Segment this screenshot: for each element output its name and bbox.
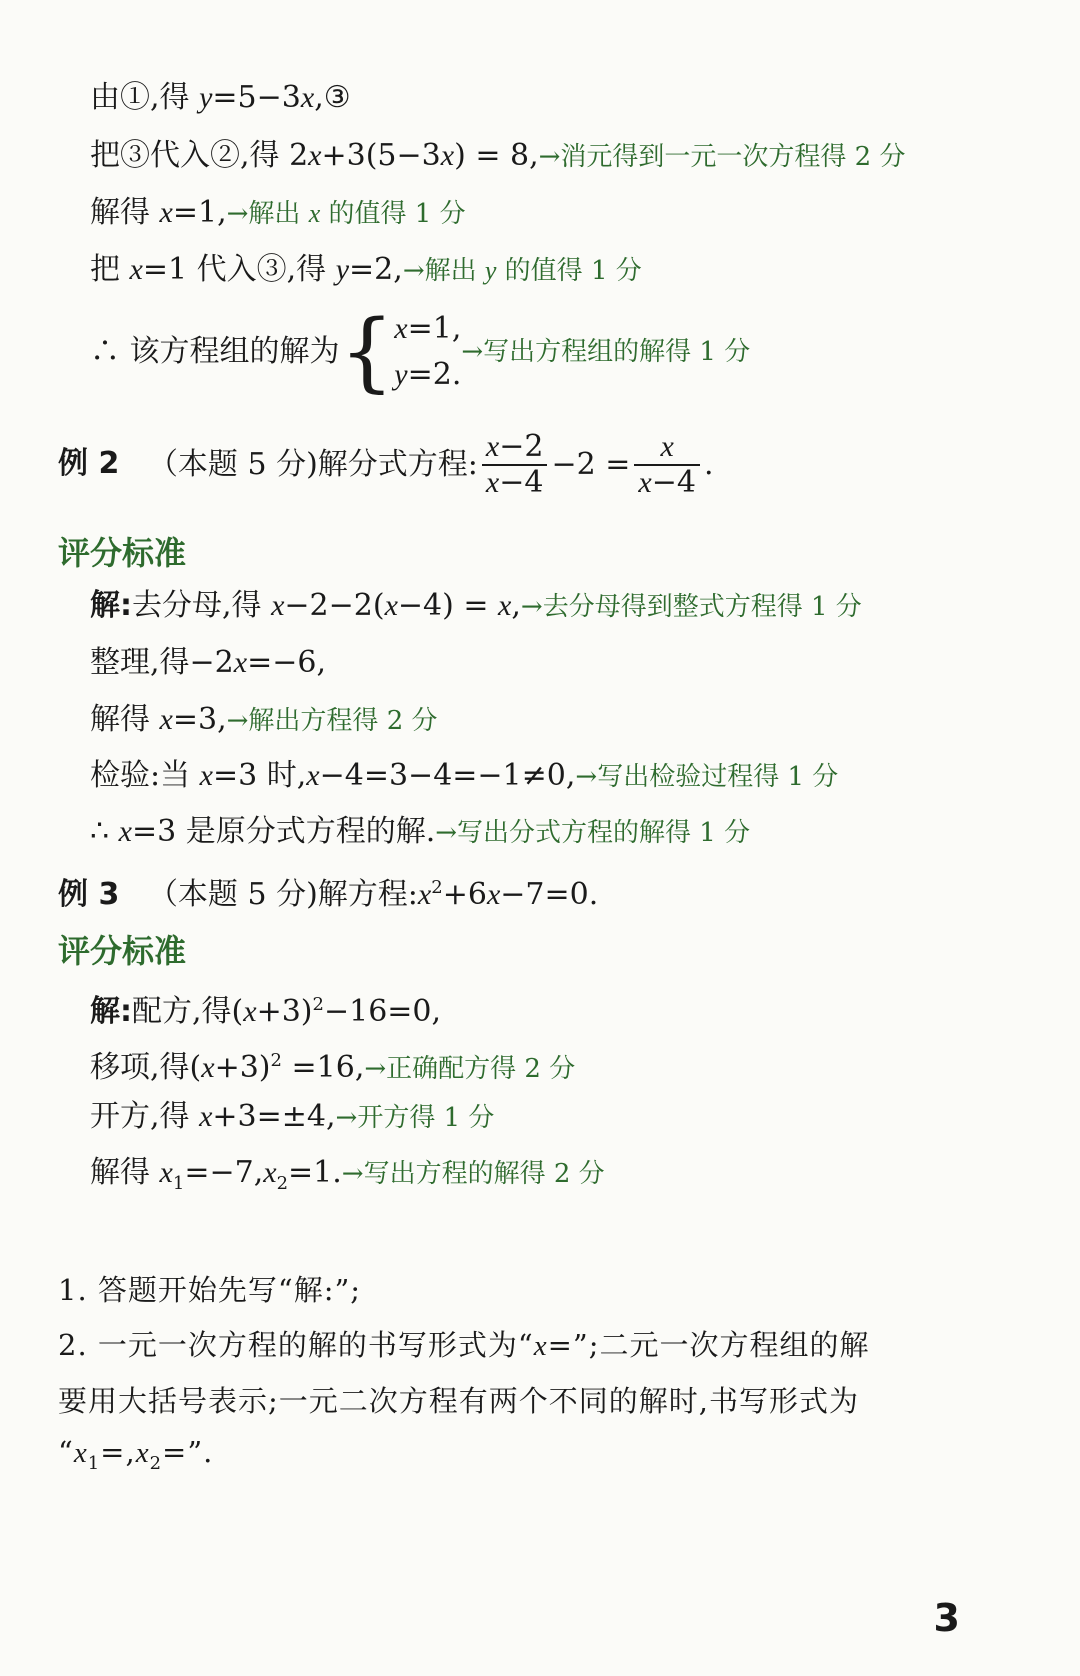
section-heading: 评分标准 <box>58 932 187 970</box>
solution-3-line-1: 解:配方,得$(x+3)^2-16=0$, <box>90 994 442 1029</box>
line-1: 由①,得 y=5−3x,③ <box>90 80 351 115</box>
score-note: →消元得到一元一次方程得 2 分 <box>538 142 906 172</box>
fraction-1: $\frac{x-2}{x-4}$ <box>482 430 548 500</box>
line-4: 把 x=1 代入③,得 y=2,→解出 y 的值得 1 分 <box>90 252 642 287</box>
score-note: →去分母得到整式方程得 1 分 <box>520 592 862 622</box>
solution-3-line-4: 解得 $x_1=-7,x_2=1.\to$写出方程的解得 2 分 <box>90 1155 605 1194</box>
example-2: 例 2 （本题 5 分)解分式方程: $\frac{x-2}{x-4}$ −2 = $\frac{x}{x-4}$ . <box>58 429 714 500</box>
score-note: →开方得 1 分 <box>335 1103 495 1133</box>
solution-3-line-2: 移项,得$(x+3)^2 =16,\to$正确配方得 2 分 <box>90 1050 576 1085</box>
score-note: →写出分式方程的解得 1 分 <box>435 818 751 848</box>
score-note: →正确配方得 2 分 <box>364 1054 576 1084</box>
solution-2-line-5: ∴ x=3 是原分式方程的解.→写出分式方程的解得 1 分 <box>90 814 751 849</box>
example-label: 例 2 <box>58 446 120 481</box>
line-5: ∴ 该方程组的解为{x=1, y=2.→写出方程组的解得 1 分 <box>90 302 751 402</box>
page-number: 3 <box>933 1596 960 1640</box>
score-note: →写出方程的解得 2 分 <box>341 1159 605 1189</box>
line-2: 把③代入②,得 2x+3(5−3x) = 8,→消元得到一元一次方程得 2 分 <box>90 138 906 173</box>
fraction-2: $\frac{x}{x-4}$ <box>634 430 700 500</box>
solution-2-line-2: 整理,得−2x=−6, <box>90 645 326 680</box>
score-note: →解出方程得 2 分 <box>226 706 438 736</box>
note-4: “$x_1=,x_2=$”. <box>58 1435 214 1474</box>
solution-2-line-1: 解:去分母,得 x−2−2(x−4) = x,→去分母得到整式方程得 1 分 <box>90 588 862 623</box>
note-3: 要用大括号表示;一元二次方程有两个不同的解时,书写形式为 <box>58 1384 859 1418</box>
example-label: 例 3 <box>58 877 120 912</box>
solution-2-line-3: 解得 x=3,→解出方程得 2 分 <box>90 702 438 737</box>
solution-3-line-3: 开方,得 x+3=±4,→开方得 1 分 <box>90 1099 495 1134</box>
score-note: →解出 y 的值得 1 分 <box>402 256 642 286</box>
line-3: 解得 x=1,→解出 x 的值得 1 分 <box>90 195 466 230</box>
left-brace: { <box>339 302 395 402</box>
score-note: →解出 x 的值得 1 分 <box>226 199 466 229</box>
section-heading: 评分标准 <box>58 534 187 572</box>
solution-2-line-4: 检验:当 x=3 时,x−4=3−4=−1≠0,→写出检验过程得 1 分 <box>90 758 839 793</box>
score-note: →写出检验过程得 1 分 <box>575 762 839 792</box>
note-1: 1. 答题开始先写“解:”; <box>58 1273 362 1307</box>
equation-system: x=1, y=2. <box>394 311 462 392</box>
score-note: →写出方程组的解得 1 分 <box>461 337 751 367</box>
note-2: 2. 一元一次方程的解的书写形式为“x=”;二元一次方程组的解 <box>58 1328 870 1362</box>
example-3: 例 3 （本题 5 分)解方程$:x^2+6x-7=0$. <box>58 877 599 912</box>
